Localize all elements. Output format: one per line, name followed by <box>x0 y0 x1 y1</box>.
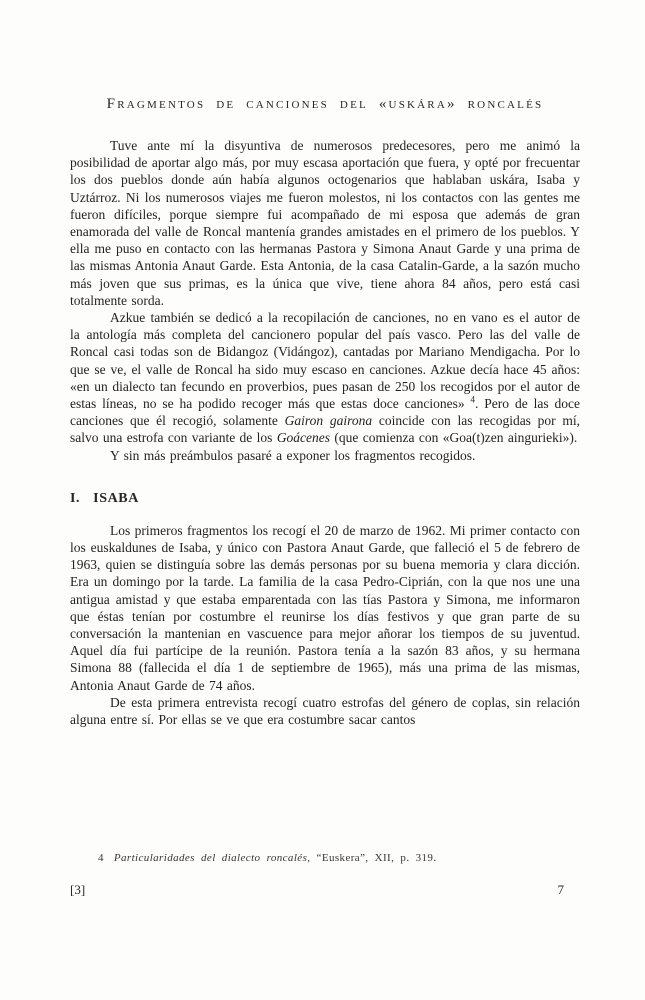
page-footer <box>70 882 580 898</box>
isaba-section <box>70 522 580 728</box>
footnote <box>98 852 575 864</box>
page-number: 7 <box>557 882 564 897</box>
isaba-paragraph-2: De esta primera entrevista recogí cuatro estrofas del género de coplas, sin relación alguna entre sí. Por ellas se ve que era costumbre sacar cantos <box>70 694 580 728</box>
footnote-text: Particularidades del dialecto roncalés, “Euskera”, XII, p. 319. <box>113 852 437 864</box>
page-title: Fragmentos de canciones del «uskára» roncalés <box>106 96 544 112</box>
section-title: ISABA <box>93 490 139 506</box>
intro-paragraph-1: Tuve ante mí la disyuntiva de numerosos predecesores, pero me animó la posibilidad de aportar algo más, por muy escasa aportación que fuera, y opté por frecuentar los dos pueblos donde aún había algunos octogenarios que hablaban uskára, Isaba y Uztárroz. Ni los numerosos viajes me fueron molestos, ni los contactos con las gentes me fueron difíciles, porque siempre fui acompañado de mi esposa que además de gran enamorada del valle de Roncal mantenía grandes amistades en el primero de los pueblos. Y ella me puso en contacto con las hermanas Pastora y Simona Anaut Garde y una prima de las mismas Antonia Anaut Garde. Esta Antonia, de la casa Catalin-Garde, a la sazón mucho más joven que sus primas, es la única que vive, tiene ahora 84 años, pero está casi totalmente sorda. <box>70 138 580 308</box>
section-heading-isaba <box>70 491 580 507</box>
intro-paragraph-3: Y sin más preámbulos pasaré a exponer los fragmentos recogidos. <box>110 447 476 463</box>
isaba-paragraph-1: Los primeros fragmentos los recogí el 20 de marzo de 1962. Mi primer contacto con los euskaldunes de Isaba, y único con Pastora Anaut Garde, que falleció el 5 de febrero de 1963, quien se distinguía sobre las demás personas por su buena memoria y clara dicción. Era un domingo por la tarde. La familia de la casa Pedro-Ciprián, con la que nos une una antigua amistad y que estaba emparentada con las tías Pastora y Simona, me informaron que éstas tenían por costumbre el reunirse los días festivos y que gran parte de su conversación la mantenian en vascuence para mejor añorar los tiempos de su juventud. Aquel día fui partícipe de la reunión. Pastora tenía a la sazón 83 años, y su hermana Simona 88 (fallecida el día 1 de septiembre de 1965), más una prima de las mismas, Antonia Anaut Garde de 74 años. <box>70 522 580 693</box>
footnote-number: 4 <box>98 852 104 864</box>
intro-section <box>70 137 580 464</box>
page-marker-bracket: [3] <box>70 882 86 897</box>
intro-paragraph-2: Azkue también se dedicó a la recopilación de canciones, no en vano es el autor de la antología más completa del cancionero popular del país vasco. Pero las del valle de Roncal casi todas son de Bidangoz (Vidángoz), cantadas por Mariano Mendigacha. Por lo que se ve, el valle de Roncal ha sido muy escaso en canciones. Azkue decía hace 45 años: «en un dialecto tan fecundo en proverbios, pues pasan de 250 los recogidos por el autor de estas líneas, no se ha podido recoger más que estas doce canciones» $^4$. Pero de las doce canciones que él recogió, solamente Gairon gairona coincide con las recogidas por mí, salvo una estrofa con variante de los Goácenes (que comienza con «Goa(t)zen aingurieki»). <box>70 310 581 446</box>
section-number: I. <box>70 490 81 506</box>
